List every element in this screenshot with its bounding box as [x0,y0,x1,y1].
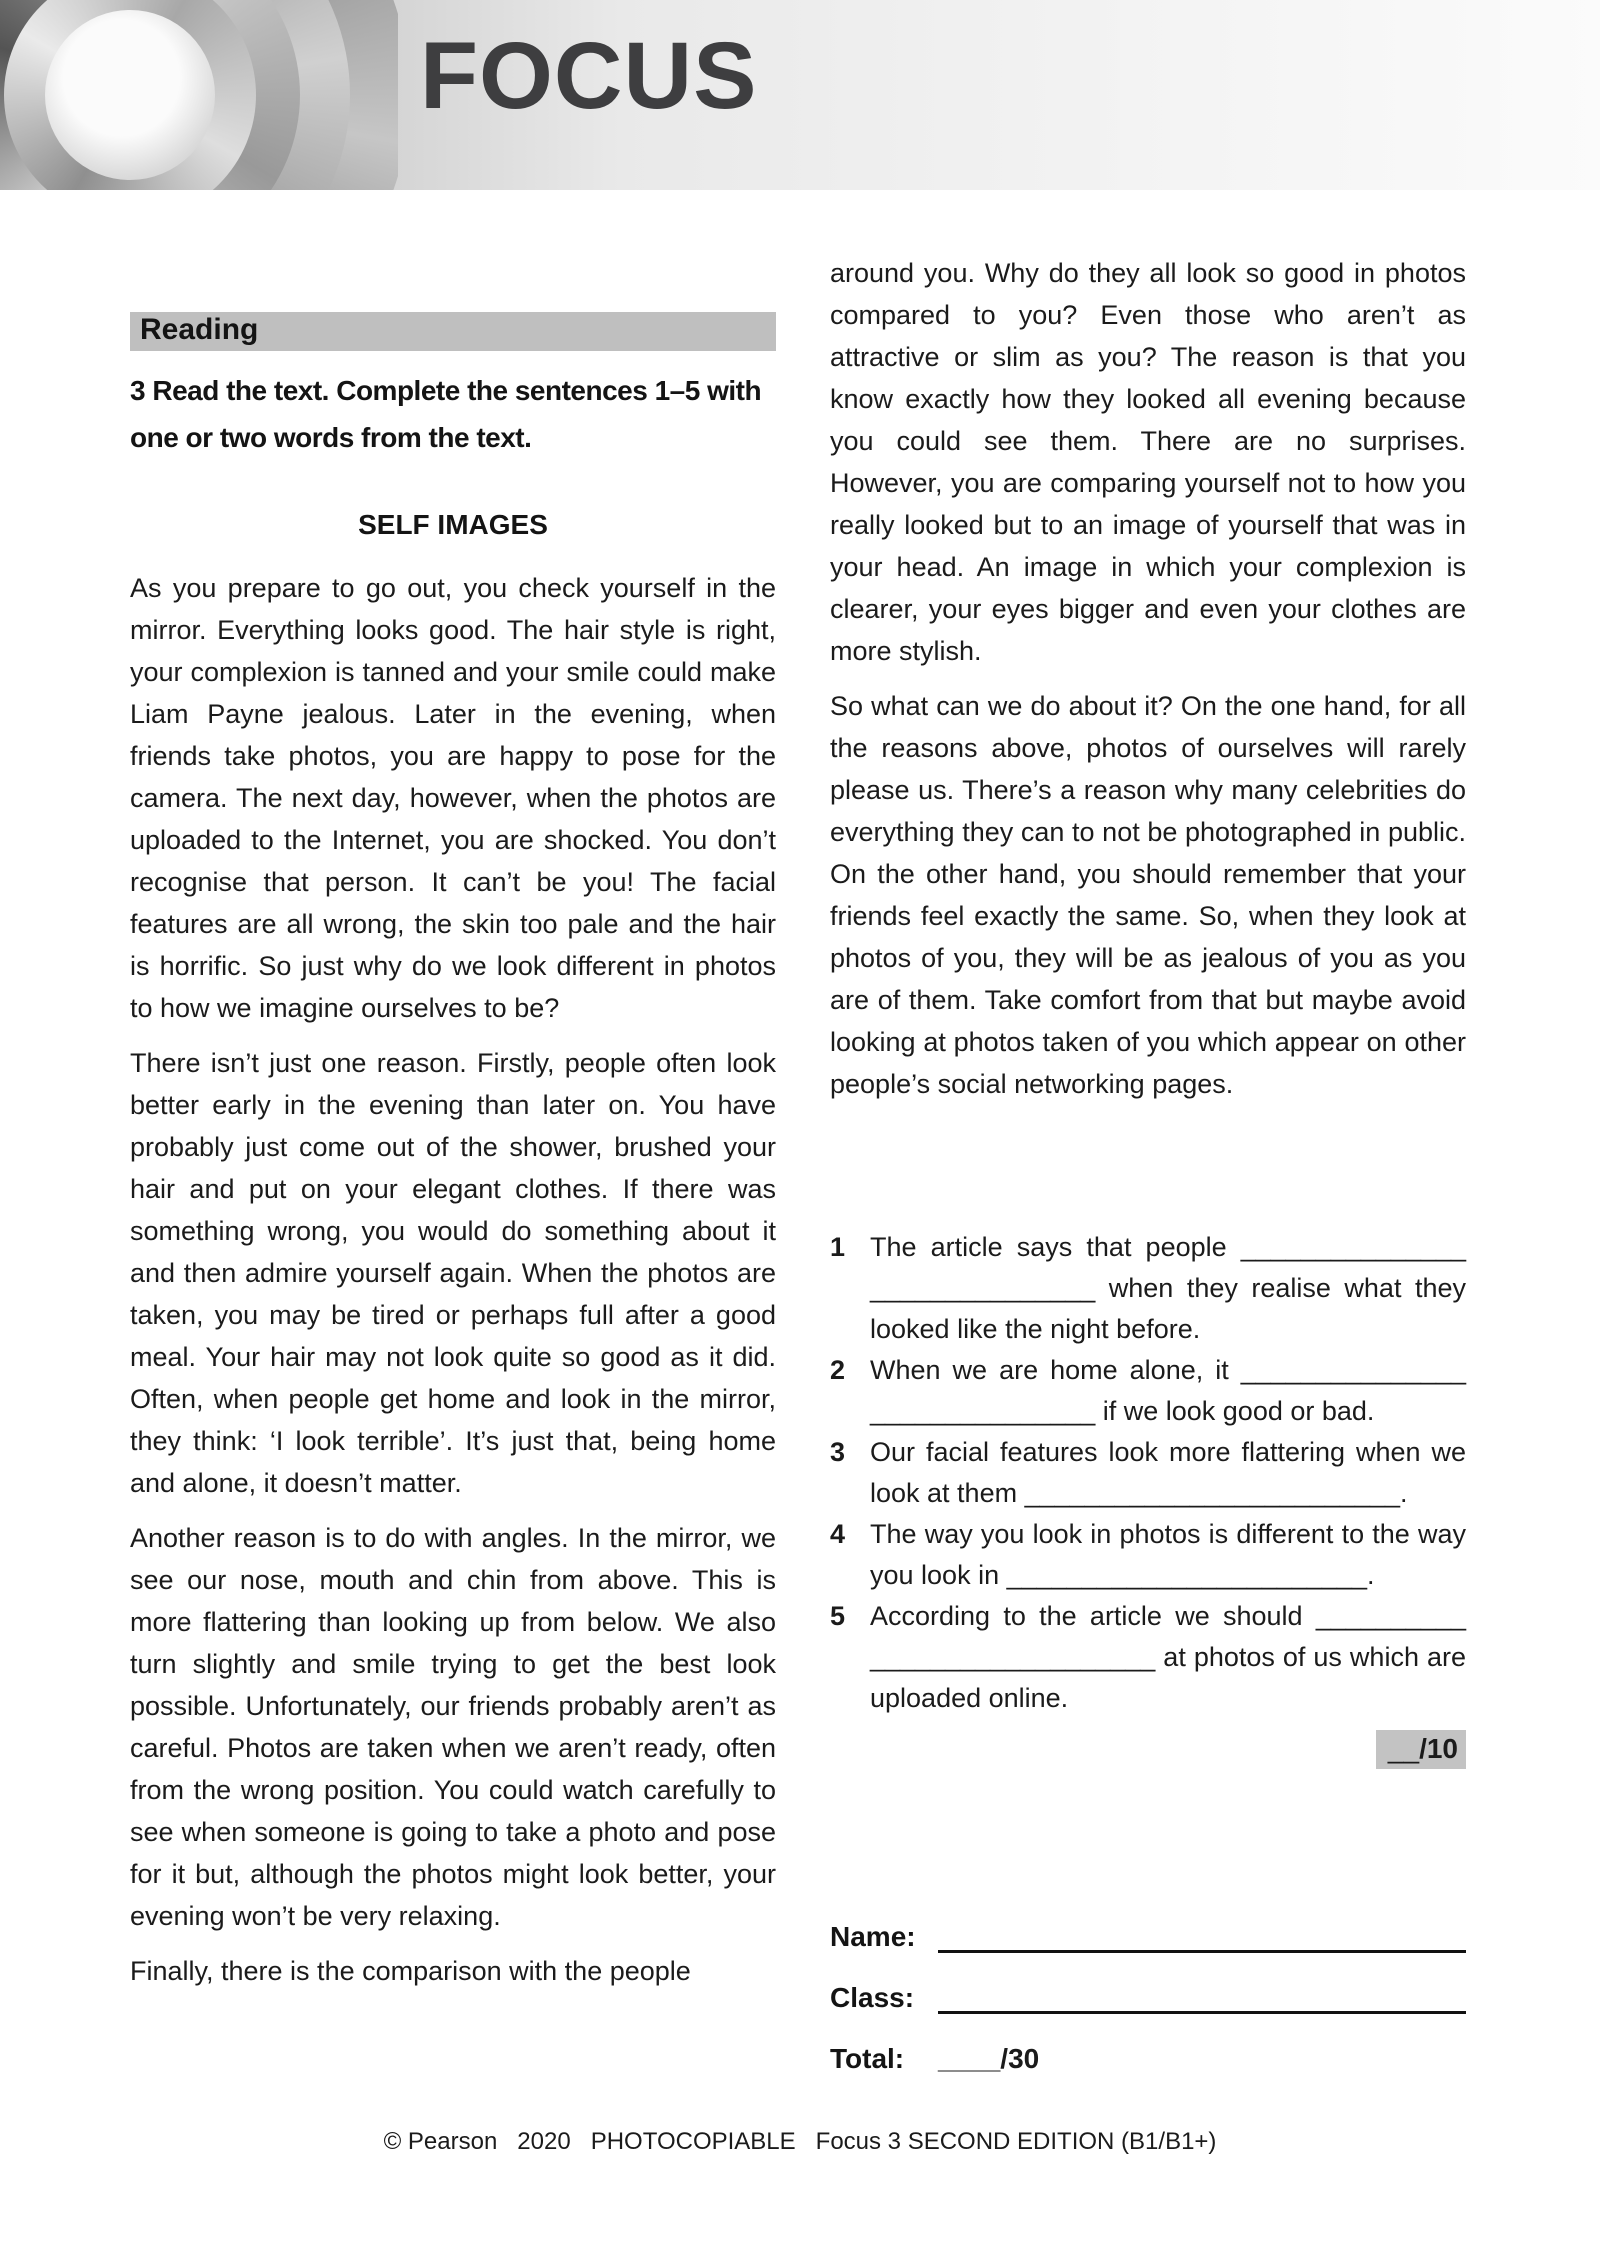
class-row [830,1974,1466,2014]
class-label: Class: [830,1982,915,2013]
score-row [830,1733,1466,1765]
question-text: Our facial features look more flattering when we look at them _________________________. [870,1437,1466,1508]
left-column [130,312,776,1992]
copyright-footer: © Pearson 2020 PHOTOCOPIABLE Focus 3 SECOND EDITION (B1/B1+) [383,2128,1217,2155]
question-item [830,1227,1466,1350]
camera-lens-graphic [0,0,398,190]
question-item [830,1432,1466,1514]
exercise-instruction: 3 Read the text. Complete the sentences 1–5 with one or two words from the text. [130,375,762,453]
score-blank: __ [1387,1733,1420,1764]
article-paragraph-5: around you. Why do they all look so good in photos compared to you? Even those who aren’t as attractive or slim as you? The reason is that you know exactly how they looked all evening because you could see them. There are no surprises. However, you are comparing yourself not to how you really looked but to an image of yourself that was in your head. An image in which your complexion is clearer, your eyes bigger and even your clothes are more stylish. [830,258,1466,666]
question-list [830,1227,1466,1719]
question-number: 4 [830,1519,846,1549]
article-paragraph-6: So what can we do about it? On the one hand, for all the reasons above, photos of ourselves will rarely please us. There’s a reason why many celebrities do everything they can to not be photographed in public. On the other hand, you should remember that your friends feel exactly the same. So, when they look at photos of you, they will be as jealous of you as you are of them. Take comfort from that but maybe avoid looking at photos taken of you which appear on other people’s social networking pages. [830,691,1466,1099]
focus-banner [0,0,1600,190]
score-box [1376,1730,1466,1769]
right-column [830,252,1466,2096]
question-text: The article says that people _______________ _______________ when they realise what they looked like the night before. [870,1232,1466,1344]
question-item [830,1350,1466,1432]
question-item [830,1514,1466,1596]
question-number: 3 [830,1437,846,1467]
lens-center [45,10,215,180]
article-paragraph-1: As you prepare to go out, you check yourself in the mirror. Everything looks good. The hair style is right, your complexion is tanned and your smile could make Liam Payne jealous. Later in the evening, when friends take photos, you are happy to pose for the camera. The next day, however, when the photos are uploaded to the Internet, you are shocked. You don’t recognise that person. It can’t be you! The facial features are all wrong, the skin too pale and the hair is horrific. So just why do we look different in photos to how we imagine ourselves to be? [130,573,776,1023]
question-text: When we are home alone, it _______________ _______________ if we look good or bad. [870,1355,1466,1426]
question-text: The way you look in photos is different to the way you look in ________________________. [870,1519,1466,1590]
focus-logo: FOCUS [420,23,758,129]
name-line [938,1916,1466,1953]
class-line [938,1977,1466,2014]
name-label: Name: [830,1921,916,1952]
student-fields [830,1913,1466,2075]
reading-section-header [130,312,776,351]
article-paragraph-2: There isn’t just one reason. Firstly, people often look better early in the evening than later on. You have probably just come out of the shower, brushed your hair and put on your elegant clothes. If there was something wrong, you would do something about it and then admire yourself again. When the photos are taken, you may be tired or perhaps full after a good meal. Your hair may not look quite so good as it did. Often, when people get home and look in the mirror, they think: ‘I look terrible’. It’s just that, being home and alone, it doesn’t matter. [130,1048,776,1498]
question-text: According to the article we should __________ ___________________ at photos of us which are uploaded online. [870,1601,1466,1713]
article-paragraph-3: Another reason is to do with angles. In the mirror, we see our nose, mouth and chin from above. This is more flattering than looking up from below. We also turn slightly and smile trying to get the best look possible. Unfortunately, our friends probably aren’t as careful. Photos are taken when we aren’t ready, often from the wrong position. You could watch carefully to see when someone is going to take a photo and pose for it but, although the photos might look better, your evening won’t be very relaxing. [130,1523,776,1931]
score-max-label: /10 [1419,1733,1458,1764]
name-row [830,1913,1466,1953]
article-title: SELF IMAGES [358,509,548,540]
question-number: 1 [830,1232,846,1262]
total-score-value: ____/30 [938,2043,1040,2074]
reading-section-label: Reading [140,313,259,346]
question-number: 2 [830,1355,846,1385]
question-item [830,1596,1466,1719]
total-label: Total: [830,2043,905,2074]
question-number: 5 [830,1601,846,1631]
total-row [830,2035,1466,2075]
article-paragraph-4: Finally, there is the comparison with the people [130,1956,691,1986]
